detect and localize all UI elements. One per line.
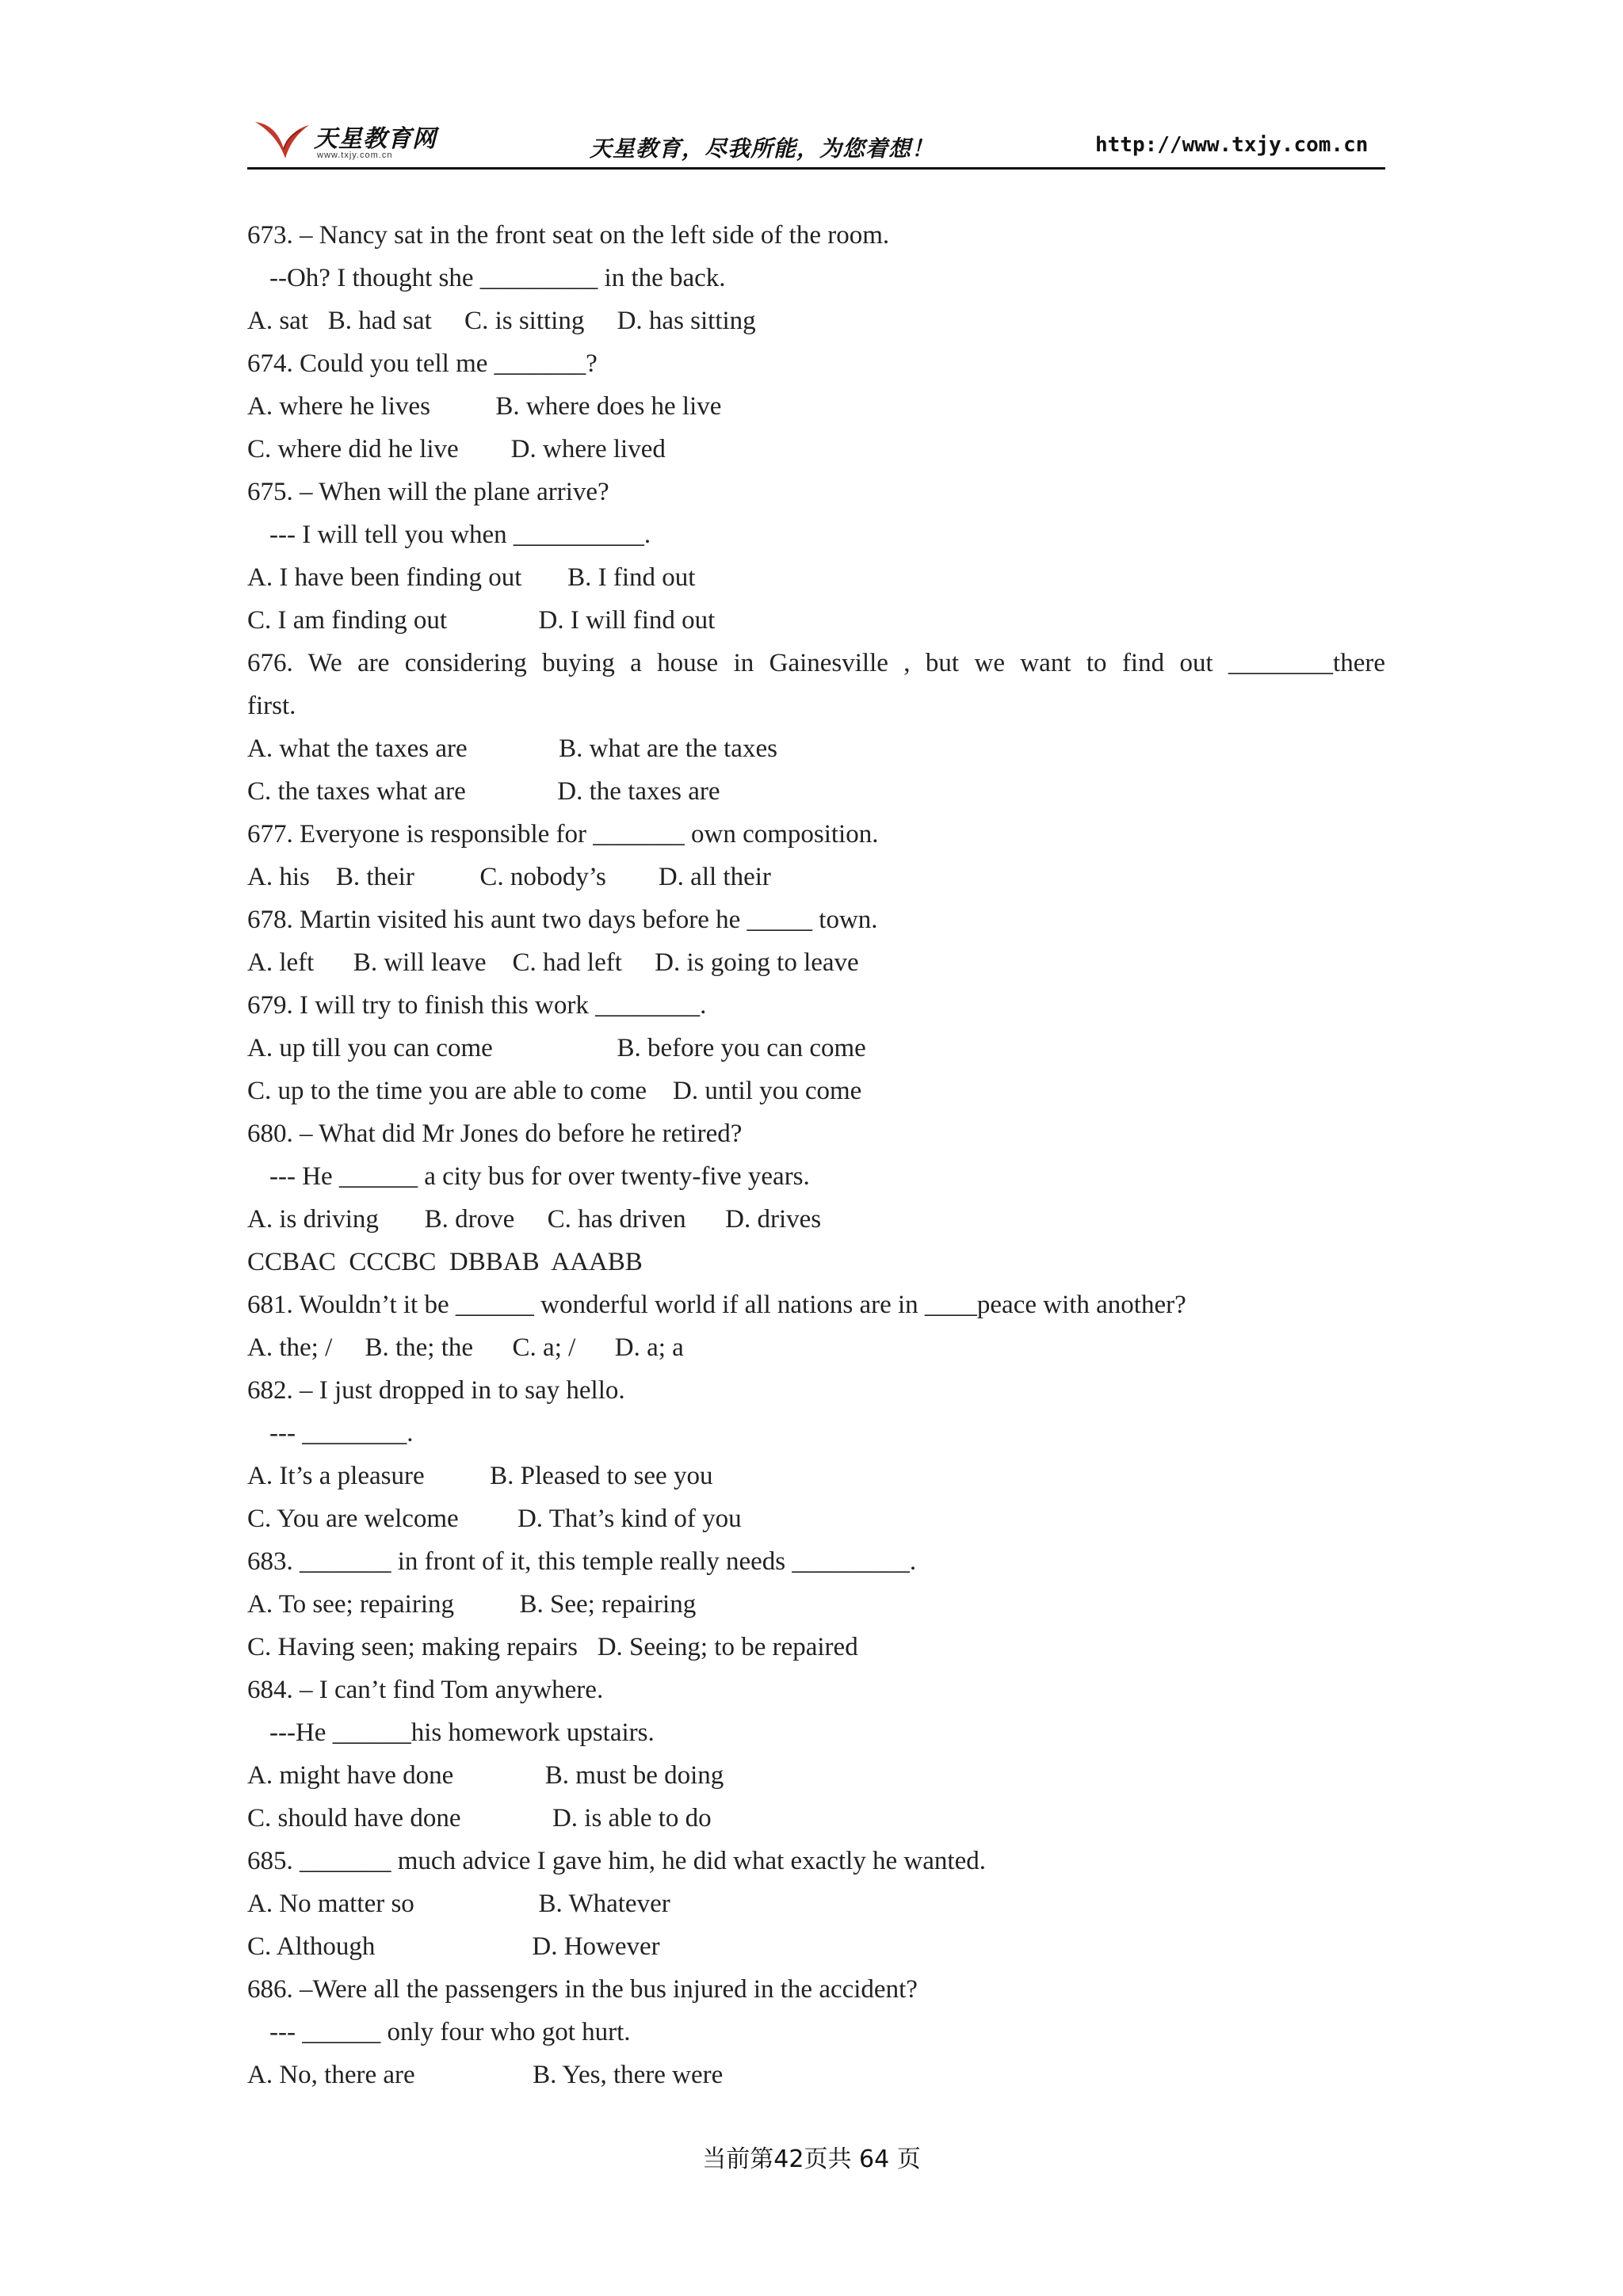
question-line: 674. Could you tell me _______?: [247, 349, 598, 378]
options-line: C. up to the time you are able to come D. until you come: [247, 1077, 862, 1105]
question-line: 686. –Were all the passengers in the bus injured in the accident?: [247, 1975, 918, 2004]
site-logo[interactable]: [252, 116, 442, 163]
options-line: A. what the taxes are B. what are the taxes: [247, 734, 777, 763]
options-line: A. No, there are B. Yes, there were: [247, 2061, 724, 2089]
options-line: A. his B. their C. nobody’s D. all their: [247, 863, 771, 891]
header-slogan: 天星教育，尽我所能，为您着想！: [590, 135, 935, 162]
options-line: C. You are welcome D. That’s kind of you: [247, 1505, 742, 1533]
options-line: A. where he lives B. where does he live: [247, 392, 722, 421]
dialogue-line: --- ______ only four who got hurt.: [269, 2018, 631, 2046]
options-line: A. sat B. had sat C. is sitting D. has sitting: [247, 307, 756, 335]
question-line: 683. _______ in front of it, this temple really needs _________.: [247, 1547, 917, 1576]
page-header: [247, 111, 1385, 170]
options-line: A. might have done B. must be doing: [247, 1761, 724, 1790]
question-line: 673. – Nancy sat in the front seat on the left side of the room.: [247, 221, 890, 250]
question-line: 684. – I can’t find Tom anywhere.: [247, 1676, 604, 1704]
question-line-continued: first.: [247, 692, 296, 720]
question-line: 676. We are considering buying a house in Gainesville , but we want to find out ________there: [247, 649, 1385, 677]
options-line: C. Having seen; making repairs D. Seeing; to be repaired: [247, 1633, 858, 1661]
options-line: C. should have done D. is able to do: [247, 1804, 712, 1833]
question-line: 678. Martin visited his aunt two days before he _____ town.: [247, 906, 878, 934]
options-line: C. Although D. However: [247, 1932, 660, 1961]
question-line: 677. Everyone is responsible for _______ own composition.: [247, 820, 879, 849]
dialogue-line: ---He ______his homework upstairs.: [269, 1718, 655, 1747]
options-line: A. I have been finding out B. I find out: [247, 563, 696, 592]
question-line: 685. _______ much advice I gave him, he did what exactly he wanted.: [247, 1847, 986, 1875]
header-divider: [247, 167, 1385, 170]
question-line: 679. I will try to finish this work ________.: [247, 991, 707, 1020]
question-line: 681. Wouldn’t it be ______ wonderful world if all nations are in ____peace with another?: [247, 1291, 1186, 1319]
options-line: C. where did he live D. where lived: [247, 435, 666, 463]
bird-logo-icon: [252, 116, 312, 163]
options-line: A. It’s a pleasure B. Pleased to see you: [247, 1462, 713, 1490]
logo-url: www.txjy.com.cn: [317, 151, 393, 160]
options-line: A. left B. will leave C. had left D. is going to leave: [247, 948, 859, 977]
answer-key-line: CCBAC CCCBC DBBAB AAABB: [247, 1248, 643, 1276]
options-line: A. the; / B. the; the C. a; / D. a; a: [247, 1333, 684, 1362]
dialogue-line: --- ________.: [269, 1419, 414, 1447]
question-line: 675. – When will the plane arrive?: [247, 478, 609, 506]
options-line: A. No matter so B. Whatever: [247, 1890, 670, 1918]
header-site-url[interactable]: http://www.txjy.com.cn: [1095, 133, 1369, 157]
page-footer: 当前第42页共 64 页: [702, 2145, 921, 2173]
options-line: A. is driving B. drove C. has driven D. drives: [247, 1205, 822, 1234]
options-line: C. the taxes what are D. the taxes are: [247, 777, 720, 806]
question-line: 682. – I just dropped in to say hello.: [247, 1376, 625, 1405]
options-line: A. up till you can come B. before you can come: [247, 1034, 866, 1062]
options-line: A. To see; repairing B. See; repairing: [247, 1590, 697, 1619]
options-line: C. I am finding out D. I will find out: [247, 606, 716, 635]
document-body: [247, 214, 1385, 2096]
logo-name: 天星教育网: [314, 125, 437, 153]
dialogue-line: --- I will tell you when __________.: [269, 521, 651, 549]
question-line: 680. – What did Mr Jones do before he retired?: [247, 1119, 743, 1148]
dialogue-line: --- He ______ a city bus for over twenty-five years.: [269, 1162, 810, 1191]
dialogue-line: --Oh? I thought she _________ in the back.: [269, 264, 726, 292]
